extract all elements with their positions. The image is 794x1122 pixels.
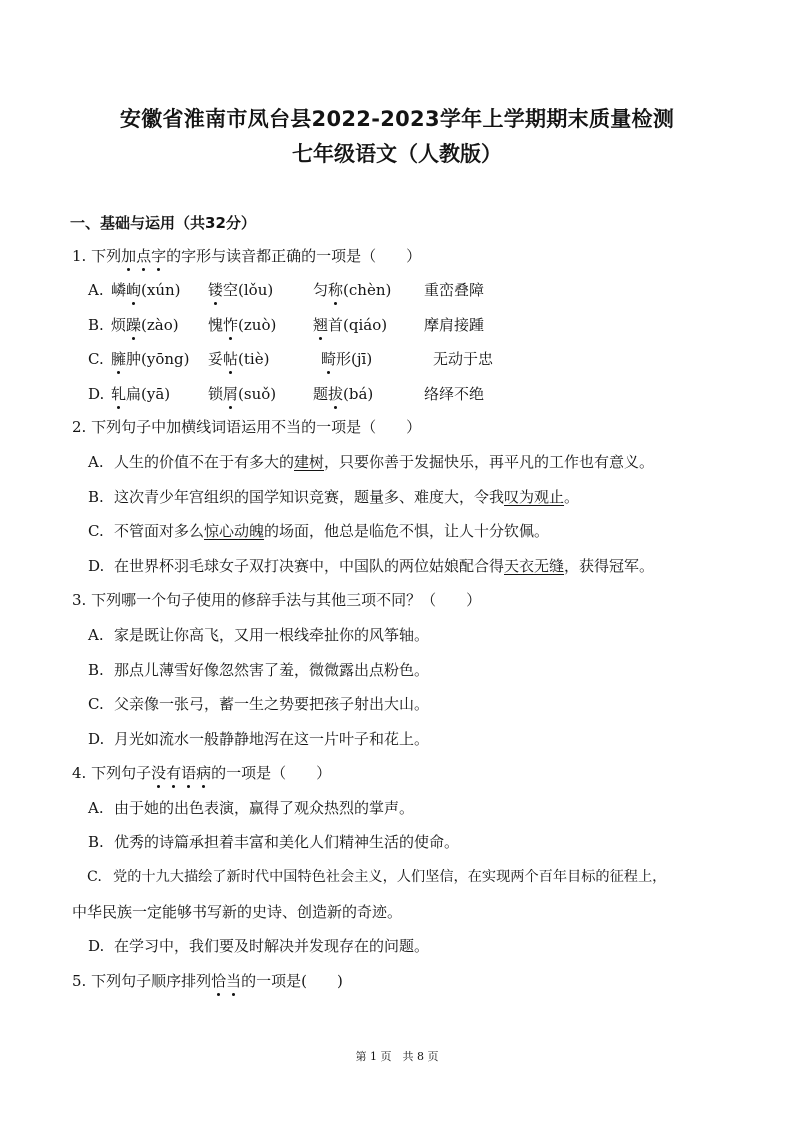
word-2: 妥帖(tiè) (208, 350, 270, 368)
dotted-char: 病 (196, 764, 212, 782)
word-4: 摩肩接踵 (424, 316, 485, 334)
dotted-text (211, 972, 241, 990)
question-2-stem: 2. 下列句子中加横线词语运用不当的一项是（ ） (72, 418, 422, 436)
word-1: 轧扁(yā) (111, 385, 171, 403)
question-4-option-d: D. 在学习中，我们要及时解决并发现存在的问题。 (88, 937, 430, 955)
question-4-option-c: C. 党的十九大描绘了新时代中国特色社会主义，人们坚信，在实现两个百年目标的征程上， (87, 869, 667, 885)
dotted-char: 恰 (211, 972, 227, 990)
exam-title: 安徽省淮南市凤台县2022-2023学年上学期期末质量检测 (119, 107, 675, 131)
question-2-option-d: D. 在世界杯羽毛球女子双打决赛中，中国队的两位姑娘配合得天衣无缝，获得冠军。 (88, 557, 655, 575)
underlined-term: 建树 (294, 453, 325, 471)
underlined-term: 天衣无缝 (504, 557, 565, 575)
question-1-option-d (88, 383, 485, 405)
question-4-option-c-continued: 中华民族一定能够书写新的史诗、创造新的奇迹。 (72, 903, 403, 921)
question-5-stem: 5. 下列句子顺序排列恰当的一项是( ) (72, 972, 343, 990)
word-2: 镂空(lǒu) (208, 281, 274, 299)
question-4-option-b: B. 优秀的诗篇承担着丰富和美化人们精神生活的使命。 (88, 833, 460, 851)
page-footer: 第 1 页 共 8 页 (355, 1050, 439, 1063)
dotted-text (151, 764, 211, 782)
section-heading: 一、基础与运用（共32分） (70, 214, 256, 232)
question-2-option-a: A. 人生的价值不在于有多大的建树，只要你善于发掘快乐，再平凡的工作也有意义。 (88, 453, 655, 471)
word-4: 重峦叠障 (424, 281, 485, 299)
word-1: 嶙峋(xún) (111, 281, 181, 299)
question-2-option-b: B. 这次青少年宫组织的国学知识竞赛，题量多、难度大，令我叹为观止。 (88, 488, 580, 506)
word-1: 臃肿(yōng) (111, 350, 190, 368)
question-2-option-c: C. 不管面对多么惊心动魄的场面，他总是临危不惧，让人十分钦佩。 (88, 522, 550, 540)
word-3: 翘首(qiáo) (313, 316, 388, 334)
word-3: 畸形(jī) (321, 350, 373, 368)
dotted-char: 语 (181, 764, 197, 782)
question-1-option-b (88, 314, 485, 336)
dotted-char: 没 (151, 764, 167, 782)
question-4-stem: 4. 下列句子没有语病的一项是（ ） (72, 764, 332, 782)
dotted-char: 有 (166, 764, 182, 782)
word-4: 络绎不绝 (424, 385, 485, 403)
dotted-text (121, 247, 166, 265)
option-letter: C. (88, 350, 104, 368)
question-3-option-a: A. 家是既让你高飞，又用一根线牵扯你的风筝轴。 (88, 626, 430, 644)
dotted-char: 当 (226, 972, 242, 990)
underlined-term: 惊心动魄 (204, 522, 265, 540)
word-2: 锁屑(suǒ) (208, 385, 277, 403)
question-3-option-b: B. 那点儿薄雪好像忽然害了羞，微微露出点粉色。 (88, 661, 430, 679)
question-1-stem: 1. 下列加点字的字形与读音都正确的一项是（ ） (72, 247, 422, 265)
question-4-option-a: A. 由于她的出色表演，赢得了观众热烈的掌声。 (88, 799, 415, 817)
option-letter: A. (88, 281, 104, 299)
underlined-term: 叹为观止 (504, 488, 565, 506)
question-1-option-a (88, 279, 485, 301)
dotted-char: 点 (136, 247, 152, 265)
word-2: 愧怍(zuò) (208, 316, 277, 334)
word-4: 无动于忠 (433, 350, 494, 368)
dotted-char: 加 (121, 247, 137, 265)
word-3: 题拔(bá) (313, 385, 374, 403)
dotted-char: 字 (151, 247, 167, 265)
question-3-option-d: D. 月光如流水一般静静地泻在这一片叶子和花上。 (88, 730, 430, 748)
question-1-option-c (88, 348, 494, 370)
option-letter: D. (88, 385, 105, 403)
word-1: 烦躁(zào) (111, 316, 179, 334)
exam-subtitle: 七年级语文（人教版） (292, 142, 502, 166)
option-letter: B. (88, 316, 104, 334)
word-3: 匀称(chèn) (313, 281, 392, 299)
question-3-option-c: C. 父亲像一张弓，蓄一生之势要把孩子射出大山。 (88, 695, 430, 713)
question-3-stem: 3. 下列哪一个句子使用的修辞手法与其他三项不同？（ ） (72, 591, 482, 609)
